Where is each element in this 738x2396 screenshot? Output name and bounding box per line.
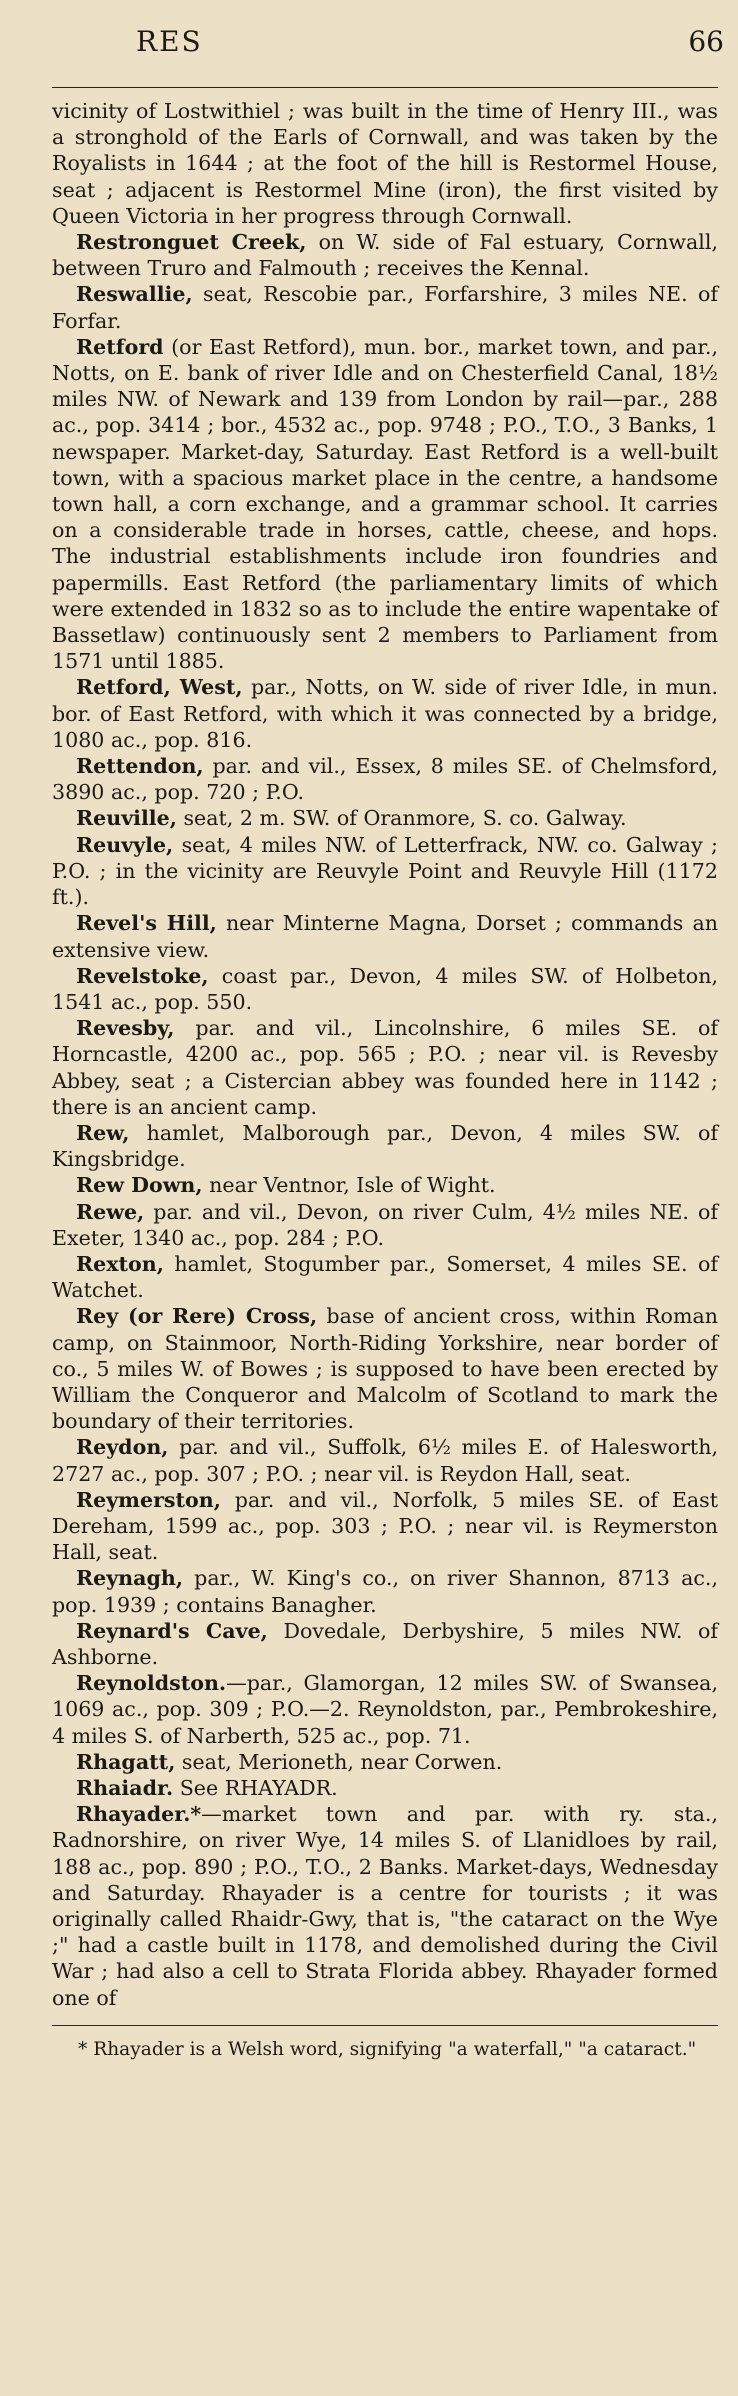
headword: Rexton, (76, 1251, 164, 1276)
entry-text: seat, Rescobie par., Forfarshire, 3 miles NE. of Forfar. (52, 282, 719, 333)
entry-text: seat, 4 miles NW. of Letterfrack, NW. co. Galway ; P.O. ; in the vicinity are Reuvyle Point and Reuvyle Hill (1172 ft.). (52, 832, 718, 910)
entry-text: Dovedale, Derbyshire, 5 miles NW. of Ashborne. (52, 1618, 719, 1669)
entry-continued: vicinity of Lostwithiel ; was built in the time of Henry III., was a stronghold of the Earls of Cornwall, and was taken by the Royalists in 1644 ; at the foot of the hill is Restormel House, seat ; adjacent is Restormel Mine (iron), the first visited by Queen Victoria in her progress through Cornwall. (52, 99, 718, 228)
entry-text: par. and vil., Norfolk, 5 miles SE. of East Dereham, 1599 ac., pop. 303 ; P.O. ; near vil. is Reymerston Hall, seat. (52, 1487, 718, 1565)
footnote-rule (52, 2025, 718, 2026)
entry-text: par., W. King's co., on river Shannon, 8713 ac., pop. 1939 ; contains Banagher. (52, 1566, 718, 1617)
entry-rewe (52, 1199, 718, 1251)
headword: Revesby, (76, 1016, 175, 1041)
entry-revels-hill (52, 910, 718, 962)
headword: Revel's Hill, (76, 911, 217, 936)
entry-rexton (52, 1251, 718, 1303)
headword: Revelstoke, (76, 963, 209, 988)
headword: Rey (or Rere) Cross, (76, 1304, 318, 1329)
entry-text: near Ventnor, Isle of Wight. (209, 1173, 496, 1198)
entry-revesby (52, 1015, 718, 1120)
entry-text: hamlet, Malborough par., Devon, 4 miles SW. of Kingsbridge. (52, 1120, 719, 1172)
headword: Restronguet Creek, (76, 230, 307, 255)
entry-text: par., Notts, on W. side of river Idle, in mun. bor. of East Retford, with which it was connected by a bridge, 1080 ac., pop. 816. (52, 675, 719, 752)
entry-revelstoke (52, 963, 718, 1015)
entry-reuville (52, 805, 718, 831)
entry-text: par. and vil., Lincolnshire, 6 miles SE. of Horncastle, 4200 ac., pop. 565 ; P.O. ; near vil. is Revesby Abbey, seat ; a Cistercian abbey was founded here in 1142 ; there is an ancient camp. (52, 1016, 719, 1119)
headword: Rhagatt, (76, 1749, 176, 1774)
headword: Reynoldston. (76, 1671, 227, 1696)
entry-text: —par., Glamorgan, 12 miles SW. of Swansea, 1069 ac., pop. 309 ; P.O.—2. Reynoldston, par., Pembrokeshire, 4 miles S. of Narberth, 525 ac., pop. 71. (52, 1671, 718, 1748)
page-header (52, 0, 724, 88)
entry-reydon (52, 1434, 718, 1486)
entry-text: hamlet, Stogumber par., Somerset, 4 miles SE. of Watchet. (52, 1251, 718, 1303)
headword: Rettendon, (76, 754, 204, 779)
headword: Reymerston, (76, 1487, 221, 1512)
entry-text: (or East Retford), mun. bor., market town, and par., Notts, on E. bank of river Idle and on Chesterfield Canal, 18½ miles NW. of Newark and 139 from London by rail—par., 288 ac., pop. 3414 ; bor., 4532 ac., pop. 9748 ; P.O., T.O., 3 Banks, 1 newspaper. Market-day, Saturday. East Retford is a well-built town, with a spacious market place in the centre, a handsome town hall, a corn exchange, and a grammar school. It carries on a considerable trade in horses, cattle, cheese, and hops. The industrial establishments include iron foundries and papermills. East Retford (the parliamentary limits of which were extended in 1832 so as to include the entire wapentake of Bassetlaw) continuously sent 2 members to Parliament from 1571 until 1885. (52, 334, 718, 674)
headword: Reuville, (76, 806, 177, 831)
entry-reynoldston (52, 1670, 718, 1749)
entry-restronguet-creek (52, 229, 718, 281)
headword: Reuvyle, (76, 832, 174, 857)
headword: Rhayader.* (76, 1802, 202, 1827)
footnote: * Rhayader is a Welsh word, signifying "a waterfall," "a cataract." (78, 2038, 697, 2060)
entry-list (52, 88, 718, 2011)
entry-text: par. and vil., Devon, on river Culm, 4½ miles NE. of Exeter, 1340 ac., pop. 284 ; P.O. (52, 1199, 718, 1250)
headword: Reswallie, (76, 282, 193, 307)
headword: Rhaiadr. (76, 1776, 174, 1800)
page-number: 66 (688, 25, 724, 58)
entry-rew (52, 1120, 718, 1172)
entry-reynagh (52, 1565, 718, 1617)
entry-rew-down (52, 1172, 718, 1198)
entry-reymerston (52, 1487, 718, 1566)
entry-text: par. and vil., Essex, 8 miles SE. of Chelmsford, 3890 ac., pop. 720 ; P.O. (52, 754, 719, 805)
headword: Rewe, (76, 1199, 145, 1224)
headword: Retford (76, 334, 164, 359)
entry-text: base of ancient cross, within Roman camp, on Stainmoor, North-Riding Yorkshire, near border of co., 5 miles W. of Bowes ; is supposed to have been erected by William the Conqueror and Malcolm of Scotland to mark the boundary of their territories. (52, 1304, 719, 1434)
headword: Reydon, (76, 1435, 169, 1460)
entry-rhagatt (52, 1749, 718, 1775)
entry-reynards-cave (52, 1618, 718, 1670)
entry-rettendon (52, 753, 718, 805)
headword: Reynagh, (76, 1566, 184, 1591)
entry-text: on W. side of Fal estuary, Cornwall, between Truro and Falmouth ; receives the Kennal. (52, 230, 718, 281)
entry-retford-west (52, 674, 718, 753)
entry-text: See RHAYADR. (179, 1776, 338, 1800)
entry-text: near Minterne Magna, Dorset ; commands an extensive view. (52, 911, 719, 962)
entry-rey-cross (52, 1303, 718, 1434)
headword: Rew Down, (76, 1173, 203, 1198)
entry-text: seat, Merioneth, near Corwen. (181, 1749, 503, 1774)
headword: Rew, (76, 1120, 130, 1145)
headword: Retford, West, (76, 675, 243, 700)
entry-rhaiadr (52, 1775, 718, 1801)
headword: Reynard's Cave, (76, 1618, 268, 1643)
entry-text: seat, 2 m. SW. of Oranmore, S. co. Galway. (183, 806, 627, 831)
entry-reuvyle (52, 832, 718, 911)
entry-text: —market town and par. with ry. sta., Radnorshire, on river Wye, 14 miles S. of Llanidloes by rail, 188 ac., pop. 890 ; P.O., T.O., 2 Banks. Market-days, Wednesday and Saturday. Rhayader is a centre for tourists ; it was originally called Rhaidr-Gwy, that is, "the cataract on the Wye ;" had a castle built in 1178, and demolished during the Civil War ; had also a cell to Strata Florida abbey. Rhayader formed one of (52, 1802, 718, 2010)
entry-rhayader (52, 1801, 718, 2011)
entry-retford (52, 334, 718, 675)
entry-text: par. and vil., Suffolk, 6½ miles E. of Halesworth, 2727 ac., pop. 307 ; P.O. ; near vil. is Reydon Hall, seat. (52, 1435, 719, 1486)
entry-reswallie (52, 281, 718, 333)
running-head: RES (136, 25, 203, 58)
entry-text: coast par., Devon, 4 miles SW. of Holbeton, 1541 ac., pop. 550. (52, 963, 719, 1014)
